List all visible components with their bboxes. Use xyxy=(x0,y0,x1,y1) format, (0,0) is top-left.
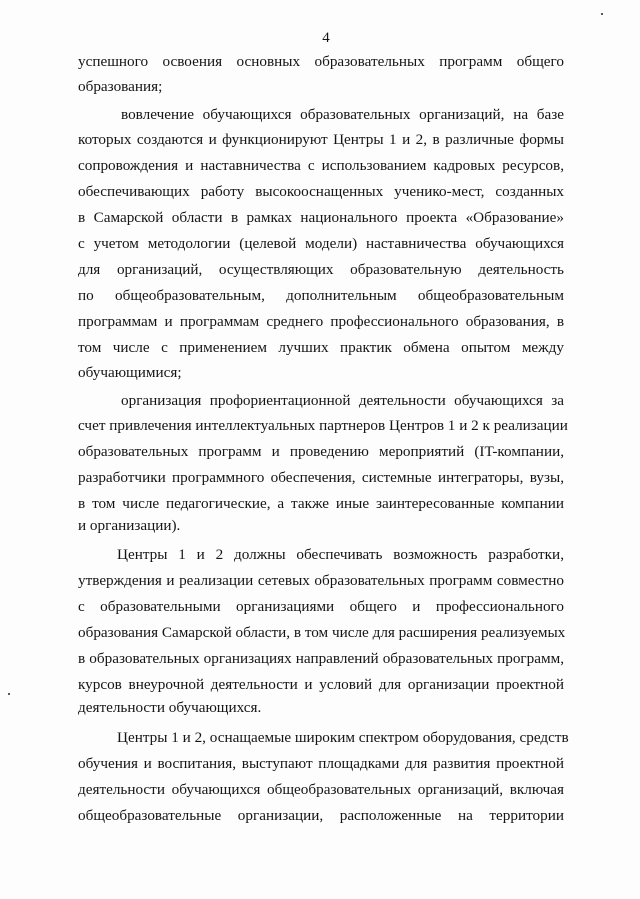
text-line: по общеобразовательным, дополнительным общеобразовательным xyxy=(78,287,564,304)
text-line: с учетом методологии (целевой модели) наставничества обучающихся xyxy=(78,235,564,252)
text-line: курсов внеурочной деятельности и условий для организации проектной xyxy=(78,676,564,693)
text-line: для организаций, осуществляющих образовательную деятельность xyxy=(78,261,564,278)
text-line: образования Самарской области, в том числе для расширения реализуемых xyxy=(78,624,566,641)
text-line: том числе с применением лучших практик обмена опытом между xyxy=(78,339,564,356)
text-line: в том числе педагогические, а также иные заинтересованные компании xyxy=(78,495,564,512)
scan-speck xyxy=(601,13,603,15)
text-line: деятельности обучающихся. xyxy=(78,699,262,716)
text-line: и организации). xyxy=(78,517,181,534)
text-line: обучающимися; xyxy=(78,364,182,381)
scan-speck xyxy=(8,693,10,695)
text-line: образовательных программ и проведению мероприятий (IT-компании, xyxy=(78,443,564,460)
text-line: программам и программам среднего профессионального образования, в xyxy=(78,313,564,330)
text-line: обучения и воспитания, выступают площадками для развития проектной xyxy=(78,755,564,772)
text-line: сопровождения и наставничества с использованием кадровых ресурсов, xyxy=(78,157,564,174)
text-line: разработчики программного обеспечения, системные интеграторы, вузы, xyxy=(78,469,564,486)
text-line: Центры 1 и 2 должны обеспечивать возможность разработки, xyxy=(117,546,564,563)
text-line: вовлечение обучающихся образовательных организаций, на базе xyxy=(121,106,564,123)
text-line: общеобразовательные организации, расположенные на территории xyxy=(78,807,564,824)
text-line: счет привлечения интеллектуальных партнеров Центров 1 и 2 к реализации xyxy=(78,417,568,434)
text-line: Центры 1 и 2, оснащаемые широким спектром оборудования, средств xyxy=(117,729,569,746)
text-line: организация профориентационной деятельности обучающихся за xyxy=(121,392,564,409)
text-line: образования; xyxy=(78,78,163,95)
text-line: обеспечивающих работу высокооснащенных ученико-мест, созданных xyxy=(78,183,564,200)
text-line: с образовательными организациями общего и профессионального xyxy=(78,598,564,615)
text-line: утверждения и реализации сетевых образовательных программ совместно xyxy=(78,572,564,589)
text-line: деятельности обучающихся общеобразовательных организаций, включая xyxy=(78,781,564,798)
text-line: в образовательных организациях направлений образовательных программ, xyxy=(78,650,564,667)
page-number: 4 xyxy=(322,30,330,46)
text-line: в Самарской области в рамках национального проекта «Образование» xyxy=(78,209,564,226)
text-line: которых создаются и функционируют Центры 1 и 2, в различные формы xyxy=(78,131,564,148)
text-line: успешного освоения основных образовательных программ общего xyxy=(78,53,564,70)
